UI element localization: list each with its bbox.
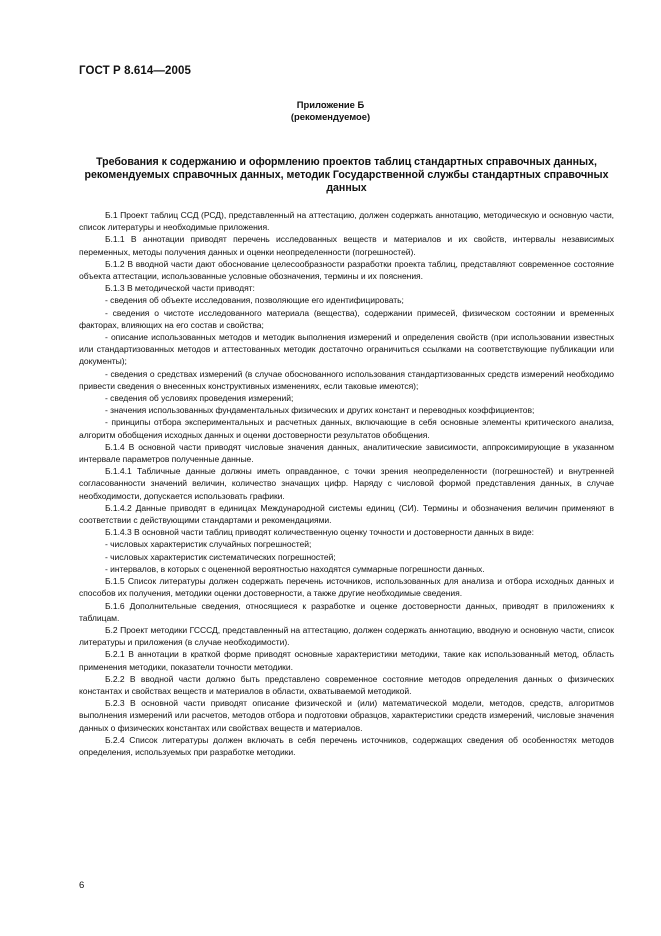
paragraph: Б.1.3 В методической части приводят:	[105, 283, 255, 294]
list-item: - сведения о чистоте исследованного материала (вещества), содержании примесей, физическом состоянии и временных факторах, влияющих на его состав и свойства;	[79, 307, 614, 330]
document-designation: ГОСТ Р 8.614—2005	[79, 65, 191, 77]
paragraph: Б.1.6 Дополнительные сведения, относящиеся к разработке и оценке достоверности данных, приводят в приложениях к таблицам.	[79, 600, 614, 623]
page-number: 6	[79, 880, 85, 891]
body-text	[79, 209, 614, 758]
section-title: Требования к содержанию и оформлению проектов таблиц стандартных справочных данных, рекомендуемых справочных данных, методик Государственной службы стандартных справочных данных	[84, 156, 609, 194]
annex-status: (рекомендуемое)	[290, 111, 371, 122]
paragraph: Б.2.3 В основной части приводят описание физической и (или) математической модели, методов, средств, алгоритмов выполнения измерений или расчетов, методов отбора и подготовки образцов, характеристики средств измерений, числовые значения данных о физических константах или свойствах веществ и материалов.	[79, 698, 614, 733]
paragraph: Б.1.5 Список литературы должен содержать перечень источников, использованных для анализа и отбора исходных данных и способов их получения, методики оценки достоверности, а также другие необходимые сведения.	[79, 576, 614, 599]
annex-heading	[0, 99, 661, 123]
paragraph: Б.1.1 В аннотации приводят перечень исследованных веществ и материалов и их свойств, интервалы независимых переменных, методы получения данных и оценки неопределенности (погрешностей).	[79, 234, 614, 257]
list-item: - сведения о средствах измерений (в случае обоснованного использования стандартизованных средств измерений необходимо привести сведения о внесенных конструктивных изменениях, если таковые имеются);	[79, 368, 614, 391]
paragraph: Б.1.2 В вводной части дают обоснование целесообразности разработки проекта таблиц, представляют современное состояние объекта аттестации, использованные условные обозначения, термины и их пояснения.	[79, 258, 614, 282]
annex-title: Приложение Б	[296, 99, 365, 110]
list-item: - описание использованных методов и методик выполнения измерений и определения свойств (при использовании известных или стандартизованных методов и аттестованных методик достаточно ограничиться ссылками на соответствующие публикации или документы);	[79, 332, 614, 367]
paragraph: Б.2.4 Список литературы должен включать в себя перечень источников, содержащих сведения об особенностях методов определения, используемых при разработке методики.	[79, 734, 614, 757]
list-item: - сведения об условиях проведения измерений;	[105, 393, 294, 404]
list-item: - принципы отбора экспериментальных и расчетных данных, включающие в себя основные элементы критического анализа, алгоритм обобщения исходных данных и оценки достоверности результатов обобщения.	[79, 417, 614, 440]
list-item: - интервалов, в которых с оцененной вероятностью находятся суммарные погрешности данных.	[105, 563, 485, 574]
paragraph: Б.1.4.1 Табличные данные должны иметь оправданное, с точки зрения неопределенности (погрешностей) и внутренней согласованности значений величин, количество значащих цифр. Наряду с числовой формой представления данных, в случае необходимости, допускается использовать графики.	[79, 466, 614, 501]
list-item: - числовых характеристик случайных погрешностей;	[105, 539, 312, 550]
paragraph: Б.2.2 В вводной части должно быть представлено современное состояние методов определения данных о физических константах и свойствах веществ и материалов в области, охватываемой методикой.	[79, 673, 614, 696]
paragraph: Б.1 Проект таблиц ССД (РСД), представленный на аттестацию, должен содержать аннотацию, методическую и основную части, список литературы и необходимые приложения.	[79, 210, 614, 233]
paragraph: Б.2 Проект методики ГСССД, представленный на аттестацию, должен содержать аннотацию, вводную и основную части, список литературы и приложения (в случае необходимости).	[79, 624, 614, 648]
list-item: - сведения об объекте исследования, позволяющие его идентифицировать;	[105, 295, 404, 306]
list-item: - значения использованных фундаментальных физических и других констант и переводных коэффициентов;	[105, 405, 535, 416]
list-item: - числовых характеристик систематических погрешностей;	[105, 551, 336, 562]
paragraph: Б.1.4.3 В основной части таблиц приводят количественную оценку точности и достоверности данных в виде:	[105, 527, 534, 538]
paragraph: Б.2.1 В аннотации в краткой форме приводят основные характеристики методики, такие как использованный метод, область применения методики, показатели точности методики.	[79, 649, 614, 672]
paragraph: Б.1.4 В основной части приводят числовые значения данных, аналитические зависимости, аппроксимирующие в указанном интервале параметров полученные данные.	[79, 441, 614, 465]
paragraph: Б.1.4.2 Данные приводят в единицах Международной системы единиц (СИ). Термины и обозначения величин применяют в соответствии с действующими стандартами и рекомендациями.	[79, 502, 614, 526]
